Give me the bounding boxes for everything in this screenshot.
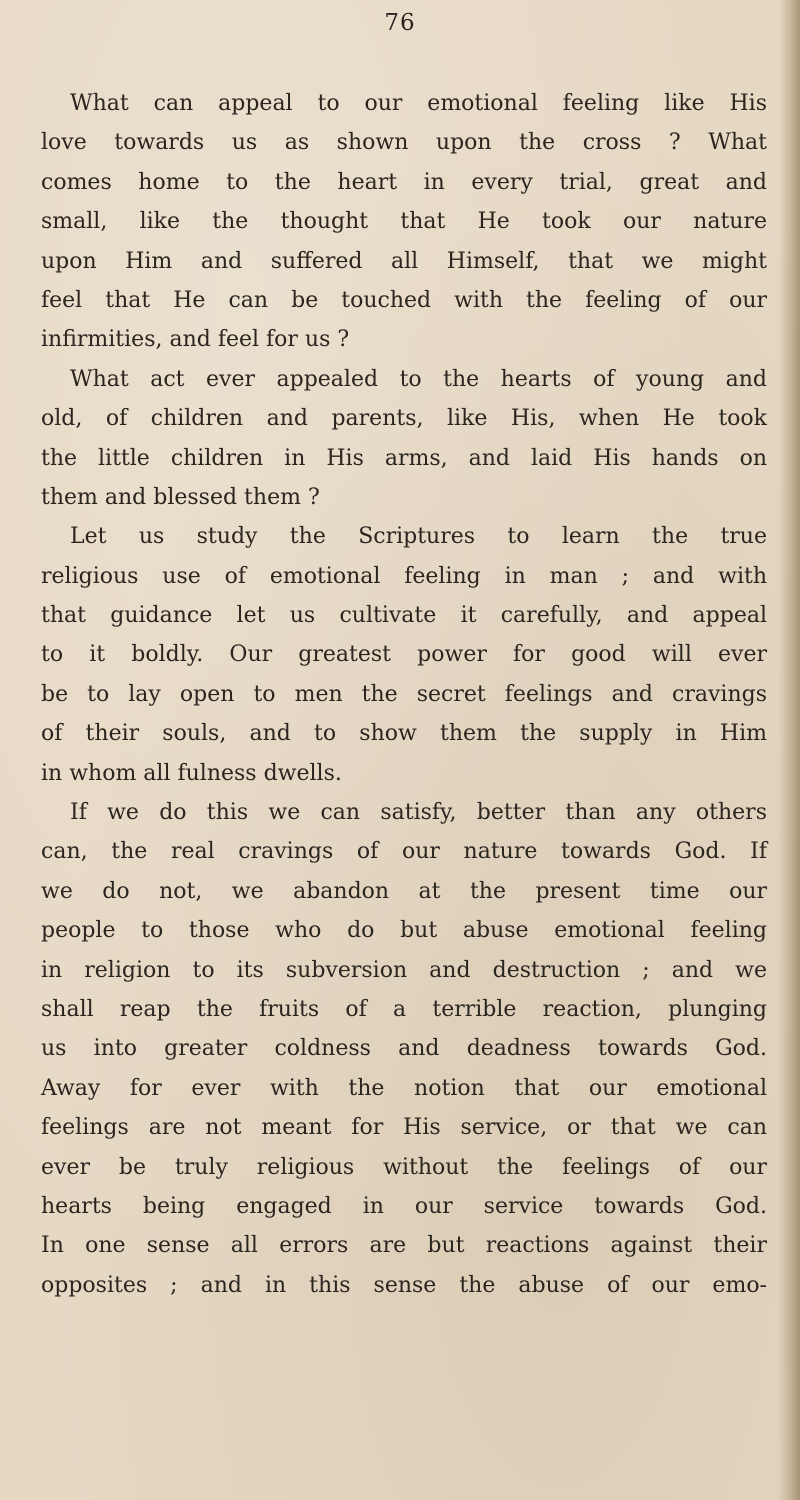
text-line: in whom all fulness dwells. [41,760,342,786]
text-line: the little children in His arms, and laid His hands on [41,445,767,471]
text-line: of their souls, and to show them the supply in Him [41,721,767,747]
text-line: ever be truly religious without the feelings of our [41,1154,767,1180]
text-line: can, the real cravings of our nature towards God. If [41,839,767,865]
text-line: comes home to the heart in every trial, great and [41,169,767,195]
text-line: upon Him and suffered all Himself, that we might [41,248,767,274]
text-line: Away for ever with the notion that our emotional [41,1075,767,1101]
text-line: small, like the thought that He took our nature [41,209,767,235]
text-line: love towards us as shown upon the cross ? What [41,130,767,156]
page-edge-shadow [778,0,800,1500]
text-line: to it boldly. Our greatest power for good will ever [41,642,767,668]
text-line: that guidance let us cultivate it carefully, and appeal [41,603,767,629]
text-line: in religion to its subversion and destruction ; and we [41,957,767,983]
body-text [41,84,767,1305]
text-line: old, of children and parents, like His, when He took [41,406,767,432]
text-line: us into greater coldness and deadness towards God. [41,1036,767,1062]
text-line: Let us study the Scriptures to learn the true [70,524,767,550]
text-line: If we do this we can satisfy, better than any others [70,800,767,826]
text-line: feel that He can be touched with the feeling of our [41,287,767,313]
text-line: them and blessed them ? [41,484,320,510]
text-line: infirmities, and feel for us ? [41,327,350,353]
text-line: In one sense all errors are but reactions against their [41,1233,767,1259]
text-line: be to lay open to men the secret feelings and cravings [41,681,767,707]
text-line: What act ever appealed to the hearts of young and [70,366,767,392]
page-number: 76 [384,10,416,36]
text-line: feelings are not meant for His service, or that we can [41,1115,767,1141]
text-line: hearts being engaged in our service towards God. [41,1193,767,1219]
text-line: religious use of emotional feeling in man ; and with [41,563,767,589]
text-line: we do not, we abandon at the present time our [41,878,767,904]
text-line: people to those who do but abuse emotional feeling [41,918,767,944]
text-line: What can appeal to our emotional feeling like His [70,91,767,116]
text-line: shall reap the fruits of a terrible reaction, plunging [41,996,767,1022]
text-line: opposites ; and in this sense the abuse of our emo- [41,1272,767,1298]
